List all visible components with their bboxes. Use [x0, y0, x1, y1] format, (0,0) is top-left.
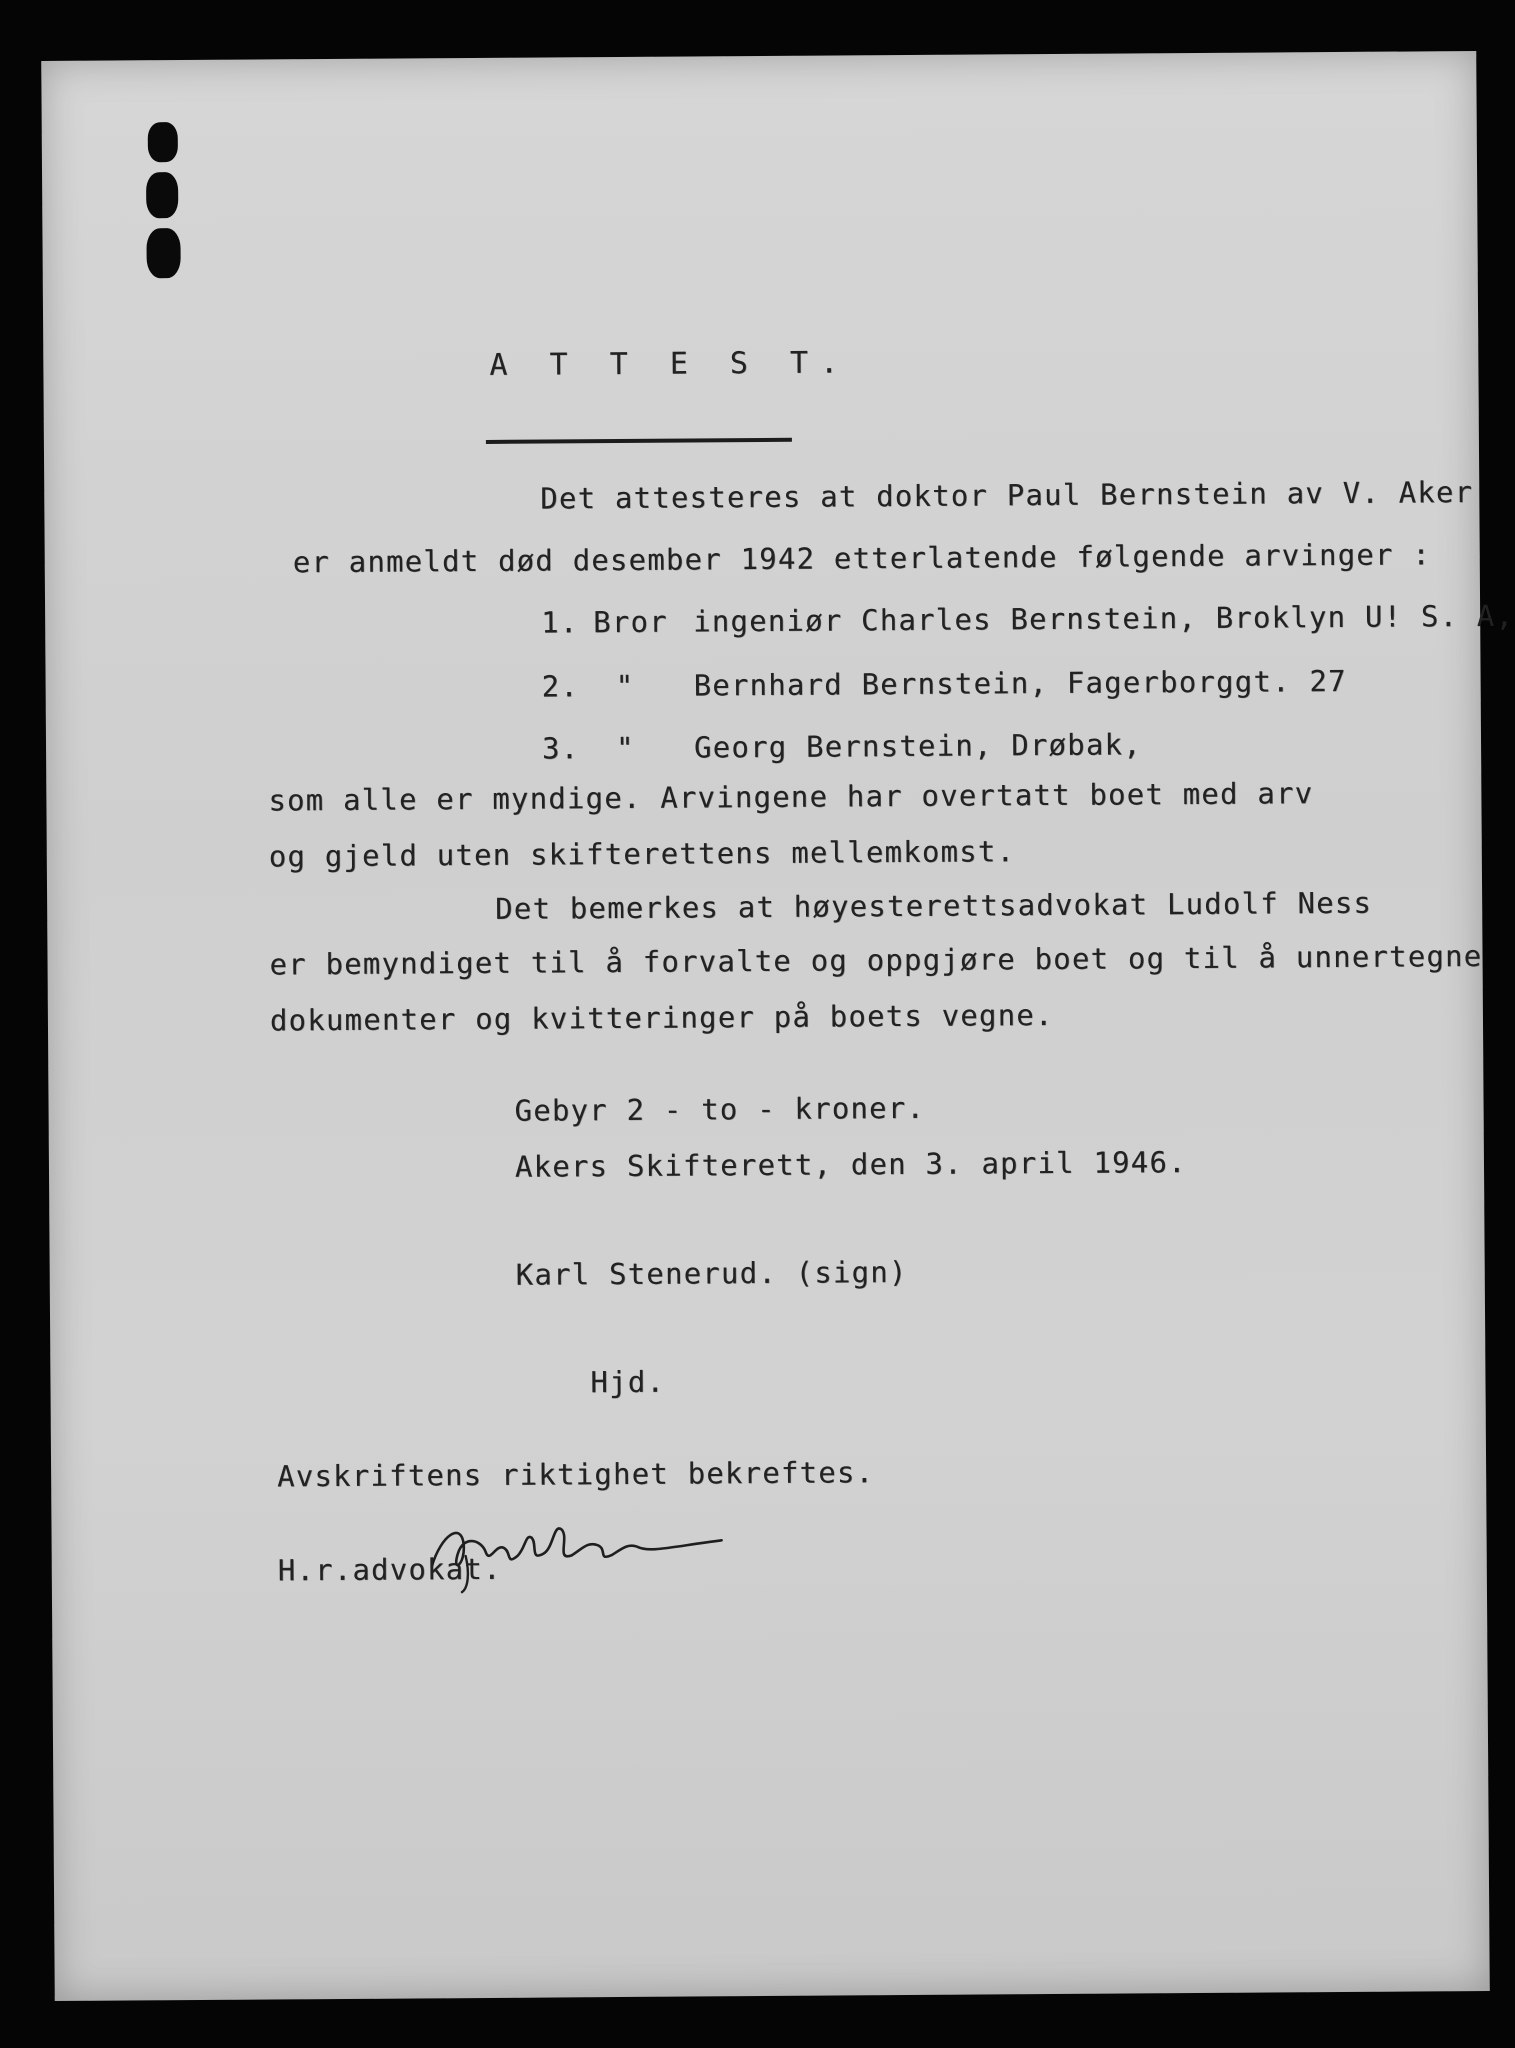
heir-relation: ": [615, 730, 635, 766]
paragraph-line-1: Det attesteres at doktor Paul Bernstein av V. Aker: [540, 475, 1474, 516]
heir-relation: Bror: [593, 604, 668, 640]
fee-line: Gebyr 2 - to - kroner.: [514, 1090, 926, 1128]
paragraph-line-6: er bemyndiget til å forvalte og oppgjøre boet og til å unnertegne: [269, 938, 1483, 982]
title-underline: [486, 438, 792, 444]
heir-text: Bernhard Bernstein, Fagerborggt. 27: [693, 663, 1347, 703]
signed-line: Karl Stenerud. (sign): [515, 1255, 908, 1292]
document-title: A T T E S T.: [489, 345, 851, 383]
heir-text: Georg Bernstein, Drøbak,: [693, 727, 1142, 765]
paragraph-line-5: Det bemerkes at høyesterettsadvokat Ludolf Ness: [495, 885, 1373, 926]
initials-line: Hjd.: [590, 1364, 666, 1400]
heir-text: ingeniør Charles Bernstein, Broklyn U! S. A,: [693, 598, 1515, 639]
confirmation-line: Avskriftens riktighet bekreftes.: [277, 1455, 875, 1494]
place-date-line: Akers Skifterett, den 3. april 1946.: [514, 1145, 1187, 1184]
paragraph-line-2: er anmeldt død desember 1942 etterlatende følgende arvinger :: [292, 537, 1432, 580]
paragraph-line-3: som alle er myndige. Arvingene har overtatt boet med arv: [268, 776, 1314, 818]
paragraph-line-4: og gjeld uten skifterettens mellemkomst.: [268, 834, 1016, 874]
punch-hole-bottom: [146, 228, 180, 278]
heir-number: 3.: [541, 731, 580, 766]
title-sign-line: H.r.advokat.: [277, 1551, 502, 1588]
document-page: [41, 51, 1515, 2001]
punch-hole-top: [148, 122, 178, 162]
paragraph-line-7: dokumenter og kvitteringer på boets vegne.: [269, 997, 1054, 1038]
heir-number: 2.: [541, 669, 580, 704]
heir-relation: ": [615, 668, 635, 704]
punch-hole-middle: [146, 172, 178, 218]
heir-number: 1.: [541, 605, 579, 640]
